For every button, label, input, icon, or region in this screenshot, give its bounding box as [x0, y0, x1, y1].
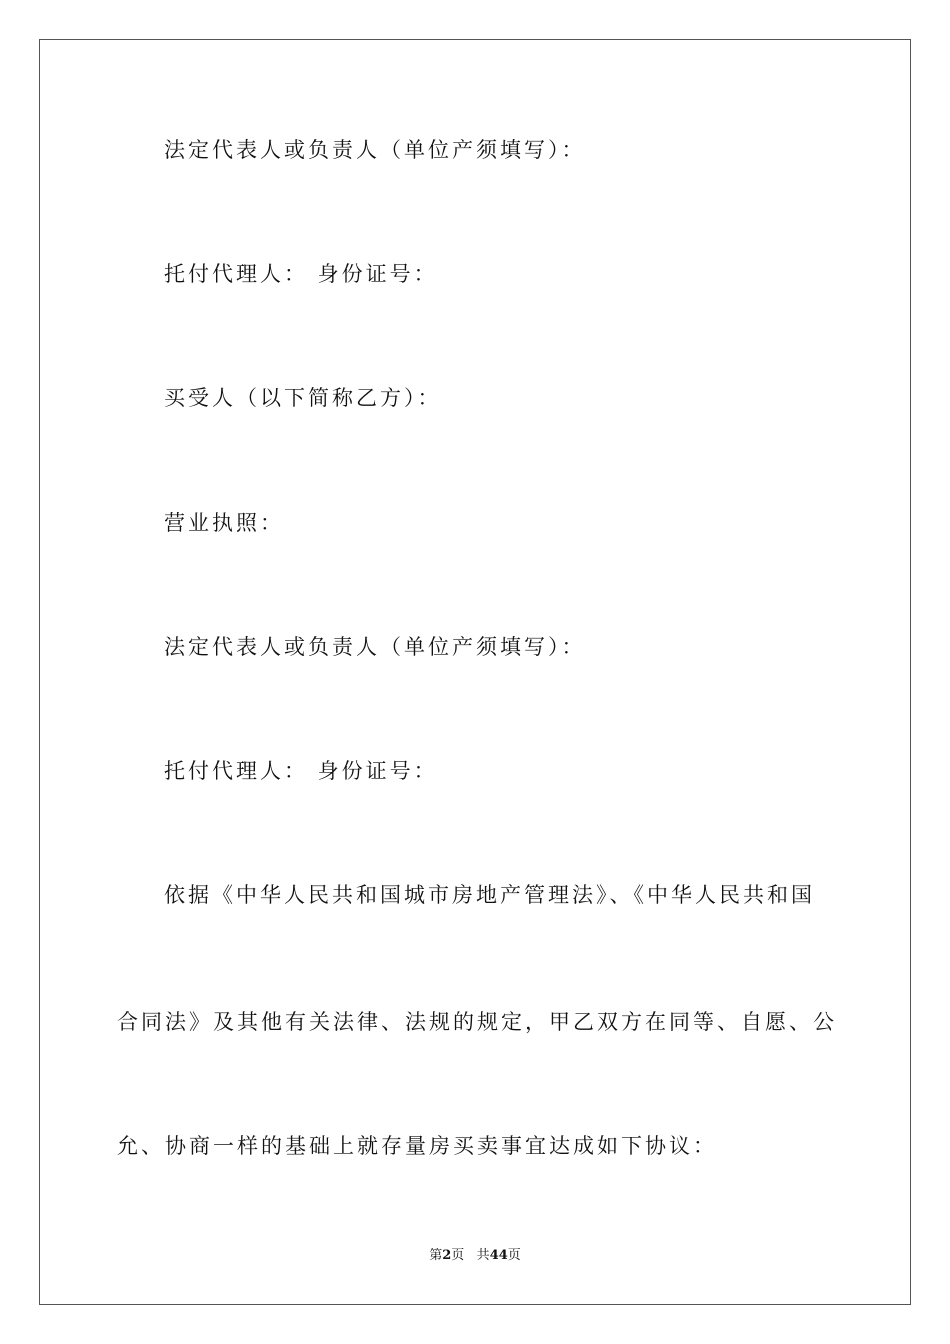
agent-id-line-2: 托付代理人： 身份证号： [164, 759, 438, 783]
legal-representative-line-2: 法定代表人或负责人（单位产须填写）： [164, 635, 586, 659]
total-suffix: 页 [507, 1248, 521, 1263]
page-suffix: 页 [451, 1248, 465, 1263]
page-footer [0, 1247, 950, 1265]
page-prefix: 第 [429, 1248, 443, 1263]
page-current: 2 [442, 1248, 452, 1263]
agent-id-line-1: 托付代理人： 身份证号： [164, 262, 438, 286]
basis-paragraph-line-2: 合同法》及其他有关法律、法规的规定，甲乙双方在同等、自愿、公 [117, 1010, 837, 1034]
page-total: 44 [489, 1248, 508, 1263]
basis-paragraph-line-1: 依据《中华人民共和国城市房地产管理法》、《中华人民共和国 [164, 883, 815, 907]
basis-paragraph-line-3: 允、协商一样的基础上就存量房买卖事宜达成如下协议： [117, 1134, 717, 1158]
business-license-line: 营业执照： [164, 511, 284, 535]
page-border [39, 39, 911, 1305]
buyer-line: 买受人（以下简称乙方）： [164, 386, 442, 410]
legal-representative-line-1: 法定代表人或负责人（单位产须填写）： [164, 138, 586, 162]
total-prefix: 共 [476, 1248, 490, 1263]
